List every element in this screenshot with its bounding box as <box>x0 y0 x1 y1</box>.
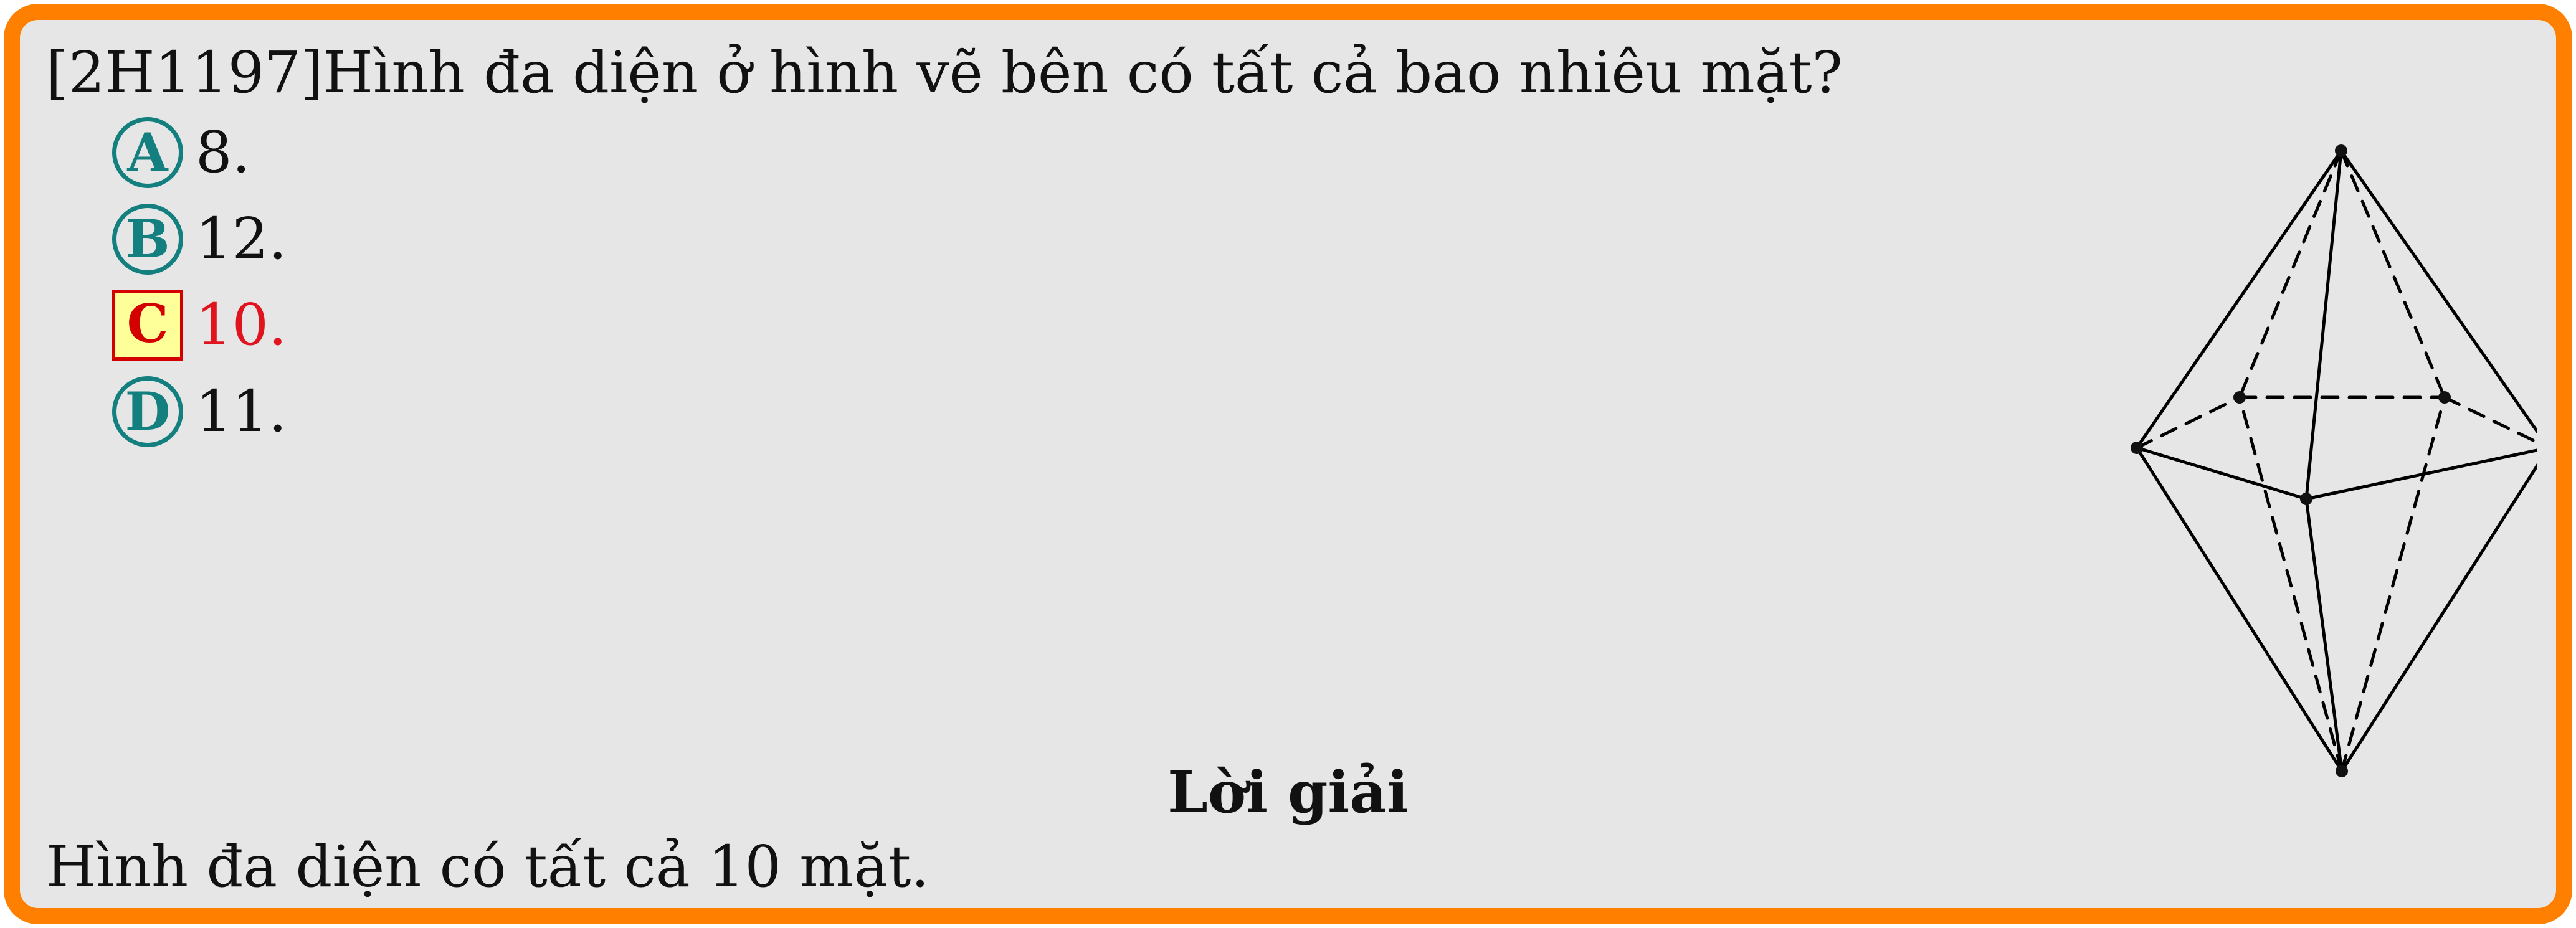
question-card <box>4 4 2572 924</box>
vertex-front <box>2300 493 2312 505</box>
option-a-badge: A <box>112 117 183 188</box>
polyhedron-figure <box>2101 132 2537 780</box>
vertex-back-left <box>2233 391 2246 404</box>
option-c-badge-correct: C <box>112 290 183 361</box>
question-text: Hình đa diện ở hình vẽ bên có tất cả bao nhiêu mặt? <box>323 39 1843 106</box>
question-line <box>46 32 1843 113</box>
solution-text: Hình đa diện có tất cả 10 mặt. <box>46 833 929 900</box>
option-d-badge: D <box>112 376 183 447</box>
option-b-badge: B <box>112 204 183 275</box>
vertex-top <box>2335 144 2347 157</box>
option-b-value: 12. <box>196 206 287 272</box>
question-code: [2H1197] <box>46 39 323 106</box>
hidden-edges <box>2137 151 2537 771</box>
solution-title: Lời giải <box>1167 759 1409 826</box>
visible-edges <box>2137 151 2537 771</box>
vertex-back-right <box>2438 391 2451 404</box>
option-c-value: 10. <box>196 291 287 358</box>
option-d-value: 11. <box>196 378 287 445</box>
option-a-value: 8. <box>196 119 250 186</box>
vertex-left <box>2131 442 2143 454</box>
